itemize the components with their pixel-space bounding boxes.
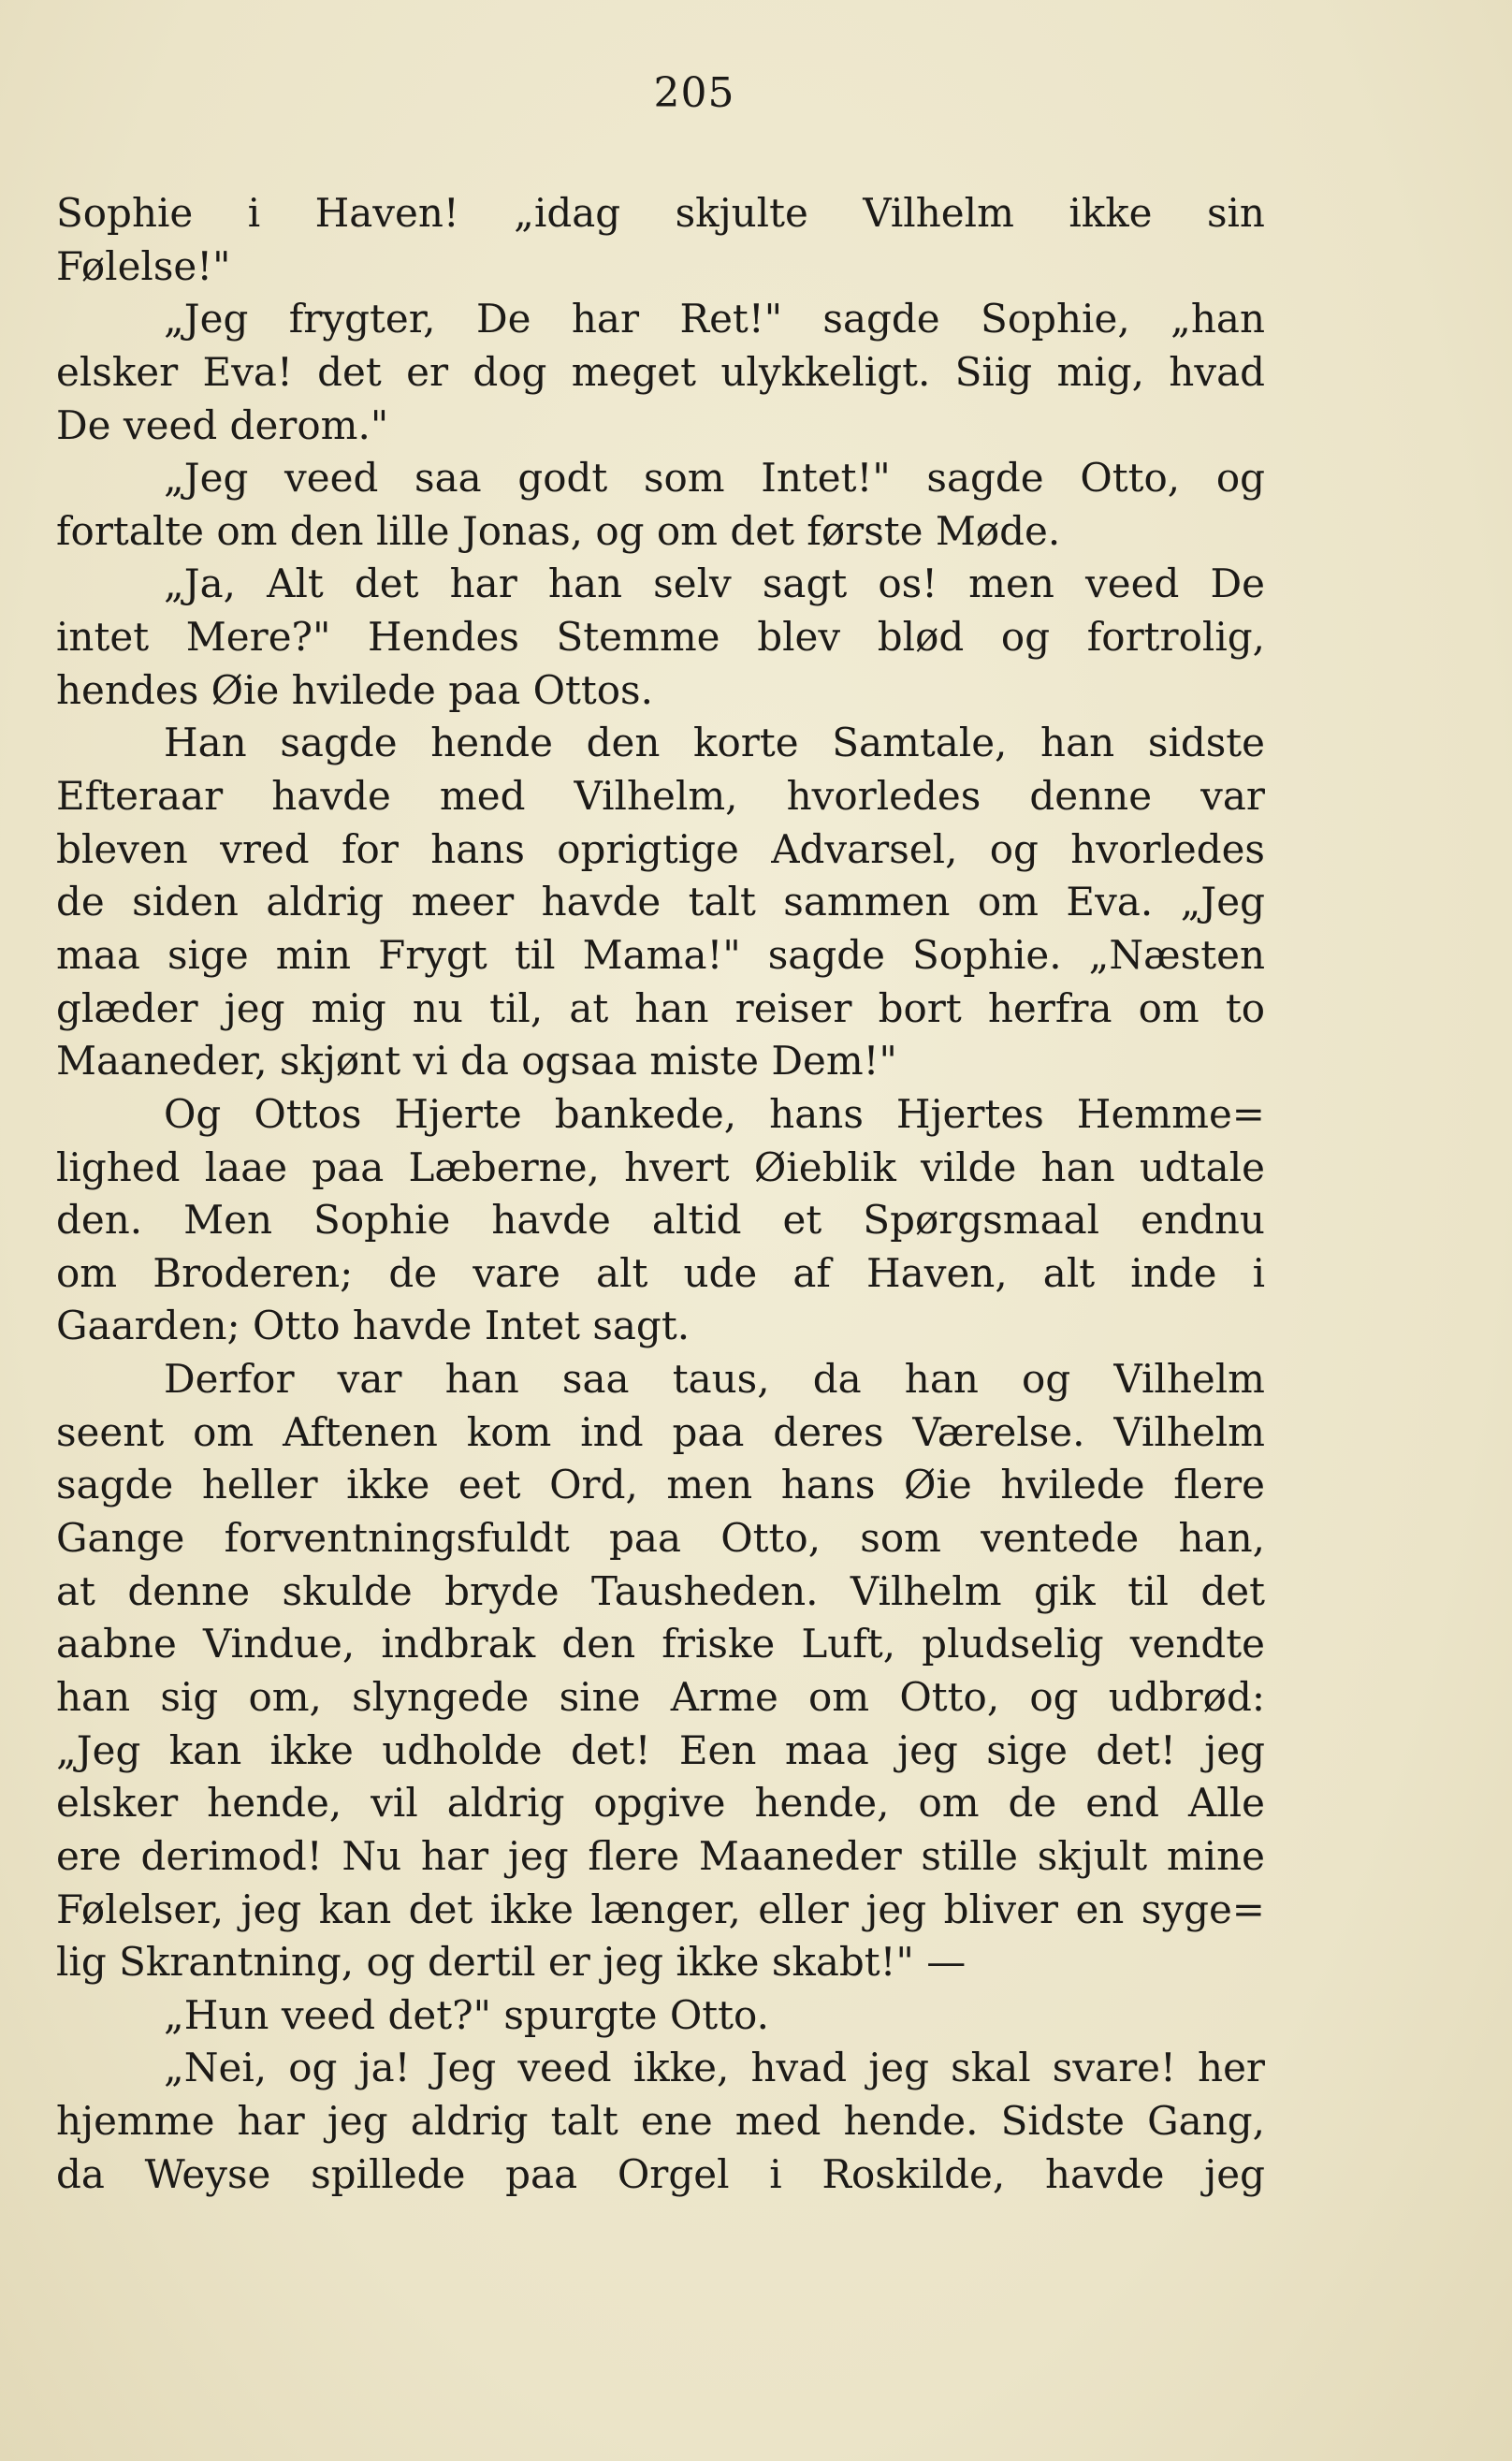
text-line: Han sagde hende den korte Samtale, han sidste [164,720,1265,766]
text-line: at denne skulde bryde Tausheden. Vilhelm gik til det [56,1567,1265,1614]
text-line: Gaarden; Otto havde Intet sagt. [56,1303,691,1349]
text-line: lighed laae paa Læberne, hvert Øieblik vilde han udtale [56,1143,1265,1190]
text-line: ere derimod! Nu har jeg flere Maaneder stille skjult mine [56,1832,1265,1879]
body-text [56,187,1265,2201]
text-line: intet Mere?" Hendes Stemme blev blød og fortrolig, [56,614,1265,661]
text-line: elsker hende, vil aldrig opgive hende, om de end Alle [56,1780,1265,1827]
text-line: Og Ottos Hjerte bankede, hans Hjertes Hemme= [164,1090,1265,1137]
text-line: „Ja, Alt det har han selv sagt os! men veed De [164,561,1265,607]
text-line: de siden aldrig meer havde talt sammen om Eva. „Jeg [56,879,1265,925]
text-line: „Jeg frygter, De har Ret!" sagde Sophie, „han [164,296,1265,342]
text-line: De veed derom." [56,401,389,448]
text-line: hjemme har jeg aldrig talt ene med hende. Sidste Gang, [56,2098,1265,2145]
text-line: Følelser, jeg kan det ikke længer, eller jeg bliver en syge= [56,1886,1265,1932]
text-line: aabne Vindue, indbrak den friske Luft, pludselig vendte [56,1621,1265,1667]
text-line: Gange forventningsfuldt paa Otto, som ventede han, [56,1515,1265,1562]
text-line: Derfor var han saa taus, da han og Vilhelm [164,1356,1265,1403]
text-line: den. Men Sophie havde altid et Spørgsmaal endnu [56,1197,1265,1244]
text-line: maa sige min Frygt til Mama!" sagde Sophie. „Næsten [56,931,1265,978]
text-line: „Nei, og ja! Jeg veed ikke, hvad jeg skal svare! her [164,2045,1265,2091]
page-number: 205 [653,69,735,117]
text-line: Sophie i Haven! „idag skjulte Vilhelm ikke sin [56,190,1265,236]
text-line: Efteraar havde med Vilhelm, hvorledes denne var [56,773,1265,820]
text-line: hendes Øie hvilede paa Ottos. [56,666,653,713]
text-line: om Broderen; de vare alt ude af Haven, alt inde i [56,1249,1265,1296]
text-line: glæder jeg mig nu til, at han reiser bort herfra om to [56,984,1265,1031]
text-line: „Hun veed det?" spurgte Otto. [164,1991,769,2038]
text-line: sagde heller ikke eet Ord, men hans Øie hvilede flere [56,1462,1265,1508]
text-line: bleven vred for hans oprigtige Advarsel, og hvorledes [56,825,1265,872]
text-line: elsker Eva! det er dog meget ulykkeligt. Siig mig, hvad [56,348,1265,395]
text-line: seent om Aftenen kom ind paa deres Værelse. Vilhelm [56,1408,1265,1455]
text-line: „Jeg kan ikke udholde det! Een maa jeg sige det! jeg [56,1726,1265,1773]
text-line: „Jeg veed saa godt som Intet!" sagde Otto, og [164,455,1265,502]
text-line: da Weyse spillede paa Orgel i Roskilde, havde jeg [56,2150,1265,2197]
text-line: lig Skrantning, og dertil er jeg ikke skabt!" — [56,1939,967,1986]
text-line: Følelse!" [56,242,231,289]
text-line: fortalte om den lille Jonas, og om det første Møde. [56,507,1061,554]
text-line: Maaneder, skjønt vi da ogsaa miste Dem!" [56,1038,897,1085]
text-line: han sig om, slyngede sine Arme om Otto, og udbrød: [56,1673,1265,1720]
